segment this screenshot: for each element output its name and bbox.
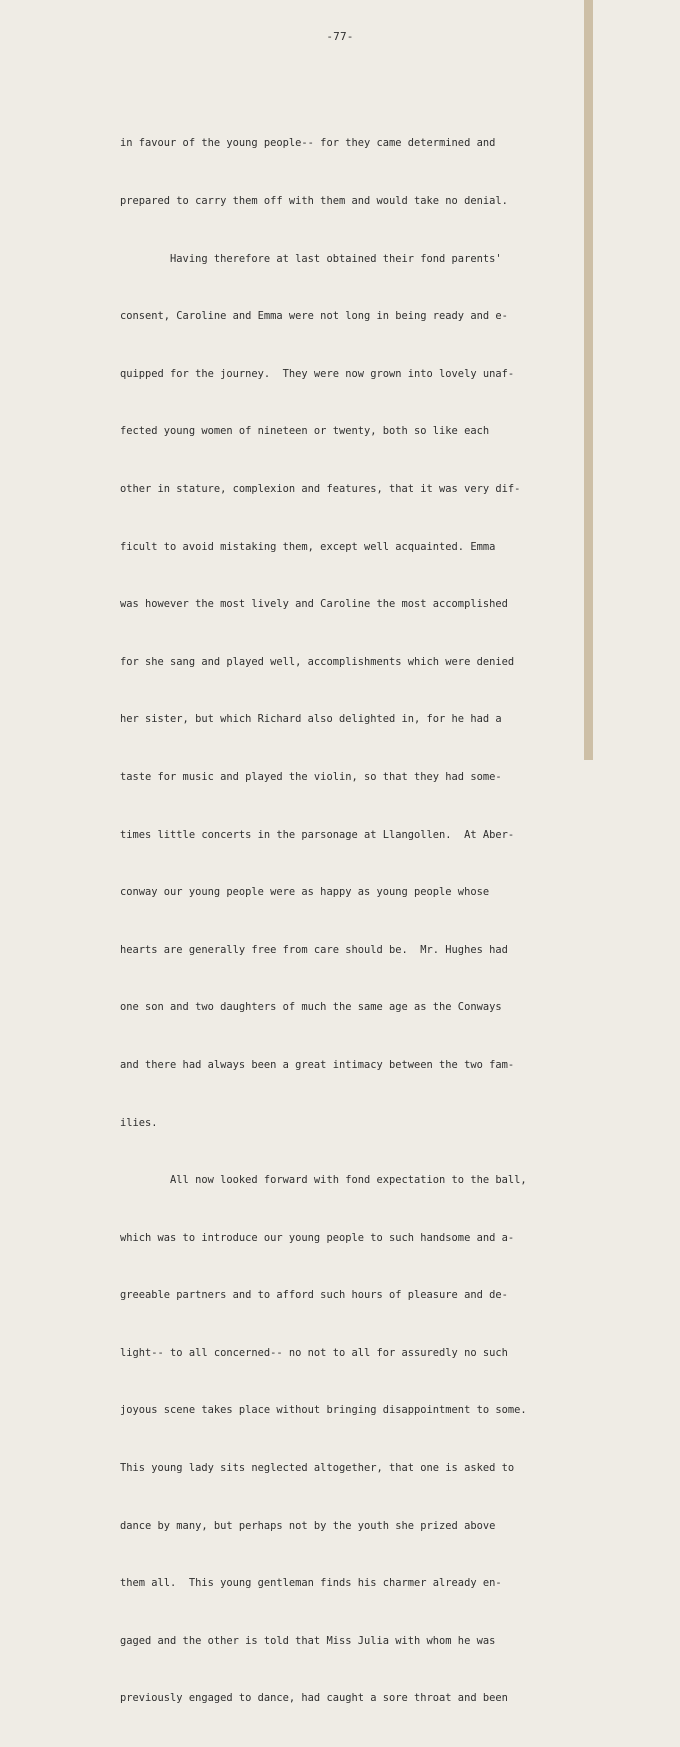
text-line: All now looked forward with fond expectation to the ball, <box>120 1174 527 1187</box>
text-line: for she sang and played well, accomplishments which were denied <box>120 655 515 668</box>
text-line: was however the most lively and Caroline the most accomplished <box>120 598 508 611</box>
text-line: This young lady sits neglected altogether, that one is asked to <box>120 1462 515 1475</box>
text-line: joyous scene takes place without bringing disappointment to some. <box>120 1404 527 1417</box>
text-line: fected young women of nineteen or twenty, both so like each <box>120 425 490 438</box>
text-line: greeable partners and to afford such hours of pleasure and de- <box>120 1289 508 1302</box>
text-line: conway our young people were as happy as young people whose <box>120 886 490 899</box>
text-line: other in stature, complexion and features, that it was very dif- <box>120 482 521 495</box>
text-line: prepared to carry them off with them and would take no denial. <box>120 195 508 207</box>
text-line: one son and two daughters of much the same age as the Conways <box>120 1001 502 1014</box>
page-edge <box>584 0 593 760</box>
text-line: in favour of the young people-- for they came determined and <box>120 137 496 150</box>
text-line: which was to introduce our young people to such handsome and a- <box>120 1231 515 1244</box>
text-line: gaged and the other is told that Miss Julia with whom he was <box>120 1634 496 1647</box>
text-line: dance by many, but perhaps not by the youth she prized above <box>120 1519 496 1532</box>
text-line: light-- to all concerned-- no not to all for assuredly no such <box>120 1346 508 1359</box>
text-line: times little concerts in the parsonage at Llangollen. At Aber- <box>120 828 515 841</box>
text-line: hearts are generally free from care should be. Mr. Hughes had <box>120 943 508 956</box>
body-text <box>120 96 560 1747</box>
text-line: Having therefore at last obtained their fond parents' <box>120 252 502 265</box>
text-line: previously engaged to dance, had caught a sore throat and been <box>120 1692 508 1705</box>
text-line: and there had always been a great intimacy between the two fam- <box>120 1058 515 1071</box>
text-line: them all. This young gentleman finds his charmer already en- <box>120 1577 502 1590</box>
text-line: quipped for the journey. They were now grown into lovely unaf- <box>120 367 515 380</box>
text-line: her sister, but which Richard also delighted in, for he had a <box>120 713 502 726</box>
text-line: ficult to avoid mistaking them, except well acquainted. Emma <box>120 540 496 553</box>
text-line: taste for music and played the violin, so that they had some- <box>120 770 502 783</box>
text-line: ilies. <box>120 1116 158 1129</box>
page-number: -77- <box>326 30 354 43</box>
text-line: consent, Caroline and Emma were not long in being ready and e- <box>120 310 508 323</box>
